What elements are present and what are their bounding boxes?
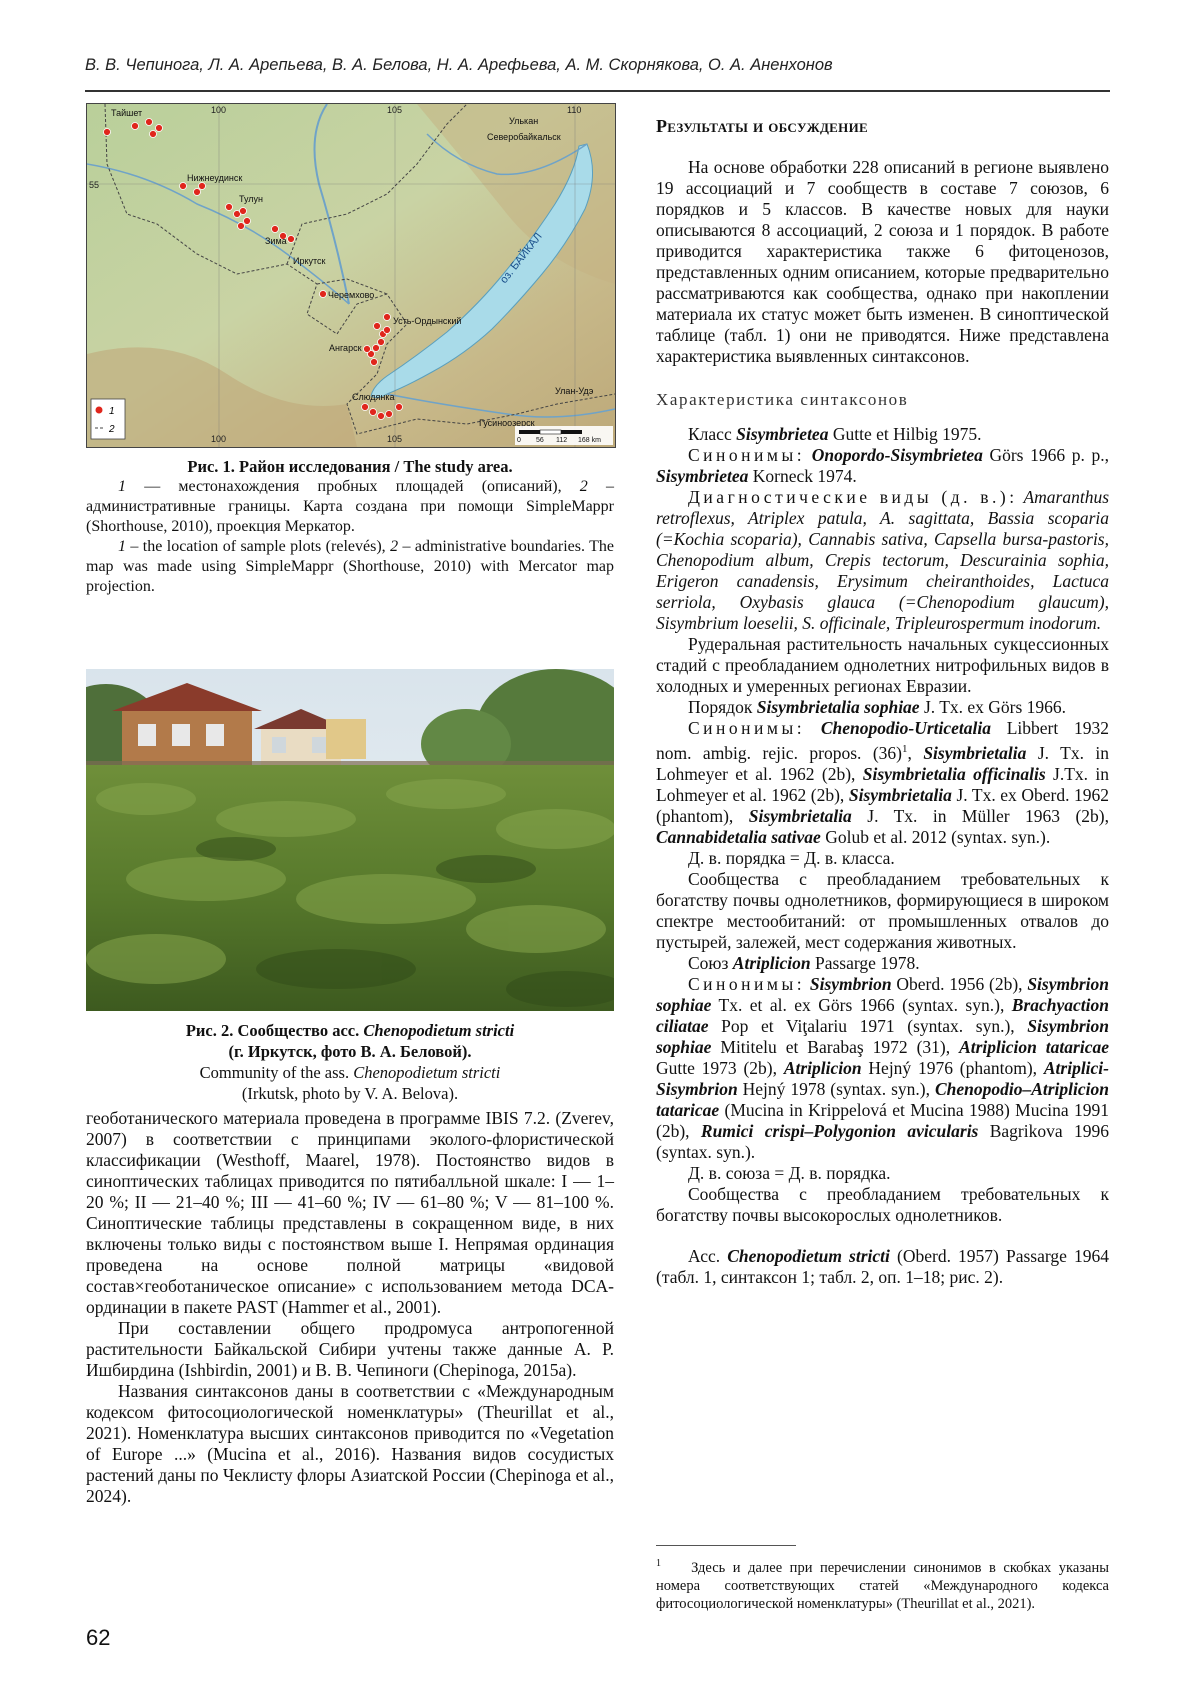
figure-1-caption-ru: 1 — местонахождения пробных площадей (описаний), 2 – административные границы. Карта создана при помощи SimpleMappr (Shorthouse, 2010), проекция Меркатор. xyxy=(86,477,614,537)
footnote: 1 Здесь и далее при перечислении синонимов в скобках указаны номера соответствующих статей «Международного кодекса фитосоциологической номенклатуры» (Theurillat et al., 2021). xyxy=(656,1555,1109,1613)
order-entry: Порядок Sisymbrietalia sophiae J. Tx. ex Görs 1966. xyxy=(656,697,1109,718)
alliance-synonyms: Синонимы: Sisymbrion Oberd. 1956 (2b), Sisymbrion sophiae Tx. et al. ex Görs 1966 (syntax. syn.), Brachyaction ciliatae Pop et Viţalariu 1971 (syntax. syn.), Sisymbrion sophiae Mititelu et Barabaş 1972 (31), Atriplicion tataricae Gutte 1973 (2b), Atriplicion Hejný 1976 (phantom), Atriplici-Sisymbrion Hejný 1978 (syntax. syn.), Chenopodio–Atriplicion tataricae (Mucina in Krippelová et Mucina 1988) Mucina 1991 (2b), Rumici crispi–Polygonion avicularis Bagrikova 1996 (syntax. syn.). xyxy=(656,974,1109,1163)
paragraph: Сообщества с преобладанием требовательных к богатству почвы высокорослых однолетников. xyxy=(656,1184,1109,1226)
place-label: Ангарск xyxy=(329,343,362,353)
paragraph: Названия синтаксонов даны в соответствии с «Международным кодексом фитосоциологической номенклатуры» (Theurillat et al., 2021). Номенклатура высших синтаксонов приводится по «Vegetation of Europe ...» (Mucina et al., 2016). Названия видов сосудистых растений даны по Чеклисту флоры Азиатской России (Chepinoga et al., 2024). xyxy=(86,1381,614,1507)
place-label: Черемхово xyxy=(328,290,374,300)
place-label: Улан-Удэ xyxy=(555,386,594,396)
figure-2-title: Рис. 2. Сообщество асс. Chenopodietum stricti xyxy=(86,1020,614,1041)
place-label: Улькан xyxy=(509,116,538,126)
place-label: Усть-Ордынский xyxy=(393,316,461,326)
figure-2-caption xyxy=(86,1020,614,1104)
lon-label: 105 xyxy=(387,434,402,444)
order-synonyms: Синонимы: Chenopodio-Urticetalia Libbert 1932 nom. ambig. rejic. propos. (36)1, Sisymbrietalia J. Tx. in Lohmeyer et al. 1962 (2b), Sisymbrietalia officinalis J.Tx. in Lohmeyer et al. 1962 (2b), Sisymbrietalia J. Tx. ex Oberd. 1962 (phantom), Sisymbrietalia J. Tx. in Müller 1963 (2b), Cannabidetalia sativae Golub et al. 2012 (syntax. syn.). xyxy=(656,718,1109,848)
lake-label: оз. БАЙКАЛ xyxy=(497,230,545,286)
lon-label: 110 xyxy=(567,105,581,115)
figure-2-title-en: Community of the ass. Chenopodietum stricti xyxy=(86,1062,614,1083)
scale-bar xyxy=(515,426,613,445)
lon-label: 100 xyxy=(211,105,226,115)
class-synonyms: Синонимы: Onopordo-Sisymbrietea Görs 1966 p. p., Sisymbrietea Korneck 1974. xyxy=(656,445,1109,487)
place-label: Слюдянка xyxy=(352,392,395,402)
paragraph: Сообщества с преобладанием требовательных к богатству почвы однолетников, формирующиеся в широком спектре местообитаний: от промышленных отвалов до пустырей, залежей, мест содержания животных. xyxy=(656,869,1109,953)
footnote-rule xyxy=(656,1545,796,1546)
figure-1-caption xyxy=(86,456,614,597)
study-area-map xyxy=(86,103,616,448)
paragraph: геоботанического материала проведена в программе IBIS 7.2. (Zverev, 2007) в соответствии с принципами эколого-флористической классификации (Westhoff, Maarel, 1978). Постоянство видов в синоптических таблицах приводится по пятибалльной шкале: I — 1–20 %; II — 21–40 %; III — 41–60 %; IV — 61–80 %; V — 81–100 %. Синоптические таблицы представлены в сокращенном виде, в них включены только виды с постоянством выше I. Непрямая ординация проведена на основе полной матрицы «видовой состав×геоботаническое описание» с использованием метода DCA-ординации в пакете PAST (Hammer et al., 2001). xyxy=(86,1108,614,1318)
figure-2-credit-en: (Irkutsk, photo by V. A. Belova). xyxy=(86,1083,614,1104)
paragraph: Д. в. порядка = Д. в. класса. xyxy=(656,848,1109,869)
svg-text:56: 56 xyxy=(536,437,544,444)
svg-text:0: 0 xyxy=(517,437,521,444)
left-column-text xyxy=(86,1108,614,1507)
svg-text:112: 112 xyxy=(556,437,567,444)
place-label: Нижнеудинск xyxy=(187,173,242,183)
figure-2-credit: (г. Иркутск, фото В. А. Беловой). xyxy=(86,1041,614,1062)
class-entry: Класс Sisymbrietea Gutte et Hilbig 1975. xyxy=(656,424,1109,445)
place-label: Зима xyxy=(265,236,287,246)
association-entry: Асс. Chenopodietum stricti (Oberd. 1957) Passarge 1964 (табл. 1, синтаксон 1; табл. 2, оп. 1–18; рис. 2). xyxy=(656,1246,1109,1288)
paragraph: На основе обработки 228 описаний в регионе выявлено 19 ассоциаций и 7 сообществ в составе 7 союзов, 6 порядков и 5 классов. В качестве новых для науки описываются 8 ассоциаций, 2 союза и 1 порядок. В работе приводится характеристика также 6 фитоценозов, представленных одним описанием, которые предварительно рассматриваются как сообщества, однако при накоплении материала их статус может быть изменен. В синоптической таблице (табл. 1) они не приводятся. Ниже представлена характеристика выявленных синтаксонов. xyxy=(656,157,1109,367)
section-heading-results: Результаты и обсуждение xyxy=(656,116,1109,137)
paragraph: Д. в. союза = Д. в. порядка. xyxy=(656,1163,1109,1184)
header-rule xyxy=(85,90,1110,92)
right-column-text xyxy=(656,116,1109,1288)
place-label: Северобайкальск xyxy=(487,132,561,142)
place-label: Гусиноозерск xyxy=(479,418,535,428)
map-legend xyxy=(91,399,125,439)
place-label: Иркутск xyxy=(293,256,326,266)
page-number: 62 xyxy=(86,1625,110,1651)
figure-1-title: Рис. 1. Район исследования / The study area. xyxy=(86,456,614,477)
paragraph: Рудеральная растительность начальных сукцессионных стадий с преобладанием однолетних нитрофильных видов в холодных и умеренных регионах Евразии. xyxy=(656,634,1109,697)
running-header: В. В. Чепинога, Л. А. Арепьева, В. А. Белова, Н. А. Арефьева, А. М. Скорнякова, О. А. Аненхонов xyxy=(85,56,1110,75)
figure-1-caption-en: 1 – the location of sample plots (relevés), 2 – administrative boundaries. The map was made using SimpleMappr (Shorthouse, 2010) with Mercator map projection. xyxy=(86,537,614,597)
paragraph: При составлении общего продромуса антропогенной растительности Байкальской Сибири учтены также данные А. Р. Ишбирдина (Ishbirdin, 2001) и В. В. Чепиноги (Chepinoga, 2015a). xyxy=(86,1318,614,1381)
place-label: Тулун xyxy=(239,194,263,204)
lon-label: 105 xyxy=(387,105,402,115)
lon-label: 100 xyxy=(211,434,226,444)
svg-text:168 km: 168 km xyxy=(578,437,601,444)
place-label: Тайшет xyxy=(111,108,142,118)
diagnostic-species: Диагностические виды (д. в.): Amaranthus retroflexus, Atriplex patula, A. sagittata, Bassia scoparia (=Kochia scoparia), Cannabis sativa, Capsella bursa-pastoris, Chenopodium album, Crepis tectorum, Descurainia sophia, Erigeron canadensis, Erysimum cheiranthoides, Lactuca serriola, Oxybasis glauca (=Chenopodium glaucum), Sisymbrium loeselii, S. officinale, Tripleurospermum inodorum. xyxy=(656,487,1109,634)
map-graphic xyxy=(87,104,615,447)
lat-label: 55 xyxy=(89,180,99,190)
community-photo xyxy=(86,669,614,1011)
legend-label: 2 xyxy=(108,424,115,435)
alliance-entry: Союз Atriplicion Passarge 1978. xyxy=(656,953,1109,974)
subsection-heading: Характеристика синтаксонов xyxy=(656,389,1109,410)
legend-label: 1 xyxy=(109,406,115,417)
